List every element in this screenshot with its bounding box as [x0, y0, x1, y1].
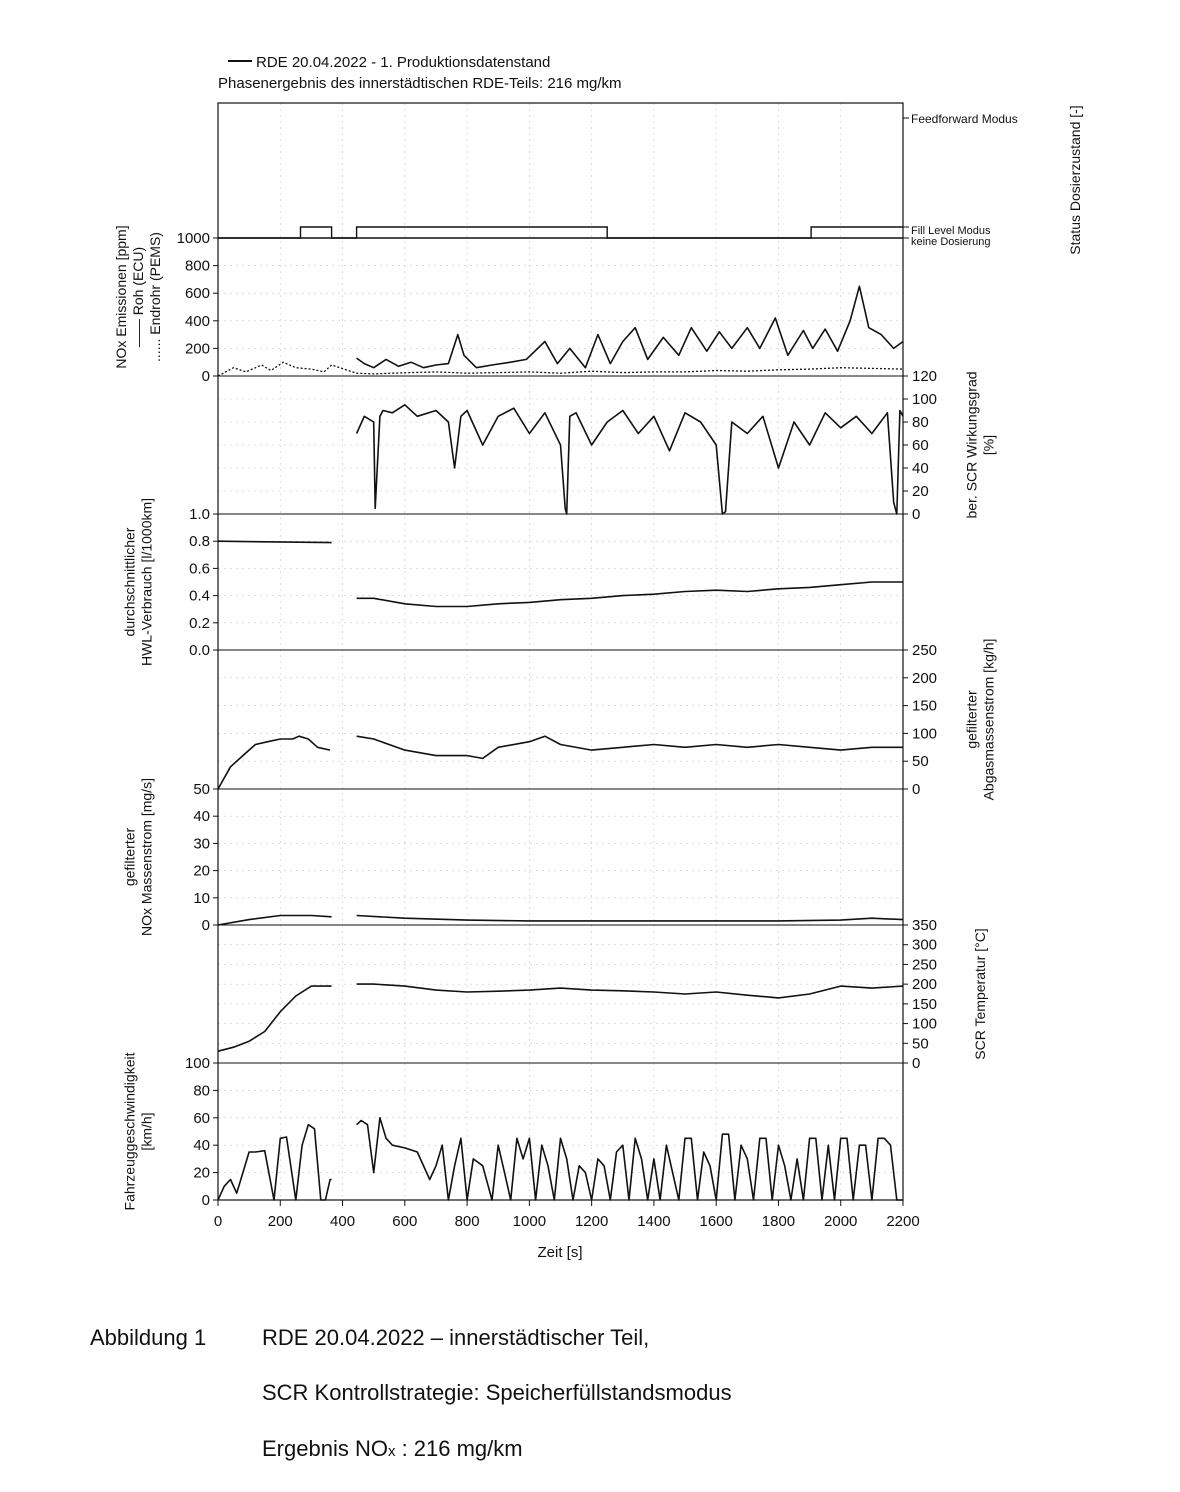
y-tick-label: 20	[193, 1164, 210, 1182]
y-tick-label: 0	[912, 506, 921, 523]
x-tick-label: 2200	[886, 1213, 920, 1230]
x-axis-label: Zeit [s]	[537, 1244, 583, 1261]
series-line-segment-b	[357, 984, 903, 998]
y-tick-label: 0	[201, 917, 210, 934]
y-tick-label: 50	[912, 1035, 929, 1053]
status-axis-label: Status Dosierzustand [-]	[1067, 105, 1083, 255]
y-tick-label: 0	[201, 368, 210, 385]
y-tick-label: 800	[184, 257, 210, 275]
y-tick-label: 1.0	[189, 506, 210, 523]
y-tick-label: 600	[184, 285, 210, 303]
y-tick-label: 80	[193, 1082, 210, 1100]
y-tick-label: 100	[912, 1015, 938, 1033]
y-axis-label-right: Abgasmassenstrom [kg/h]	[980, 638, 997, 801]
caption-line-3	[262, 1436, 523, 1462]
y-axis-label: NOx Emissionen [ppm]	[113, 225, 129, 369]
y-tick-label: 120	[912, 368, 938, 385]
y-axis-label: —— Roh (ECU)	[130, 246, 146, 348]
y-axis-label: Fahrzeuggeschwindigkeit	[121, 1052, 138, 1211]
y-axis-label-right: gefilterter	[963, 690, 980, 749]
series-line-endrohr-pems-	[218, 362, 903, 376]
series-line-segment-b	[357, 736, 903, 758]
series-line-segment-a	[218, 736, 330, 789]
y-tick-label: 0	[201, 1192, 210, 1209]
plot-frame	[218, 103, 903, 1200]
y-tick-label: 200	[184, 340, 210, 358]
y-tick-label: 250	[912, 642, 938, 659]
y-tick-label: 100	[912, 725, 938, 743]
y-tick-label: 30	[193, 835, 210, 853]
y-axis-label: HWL-Verbrauch [l/1000km]	[138, 497, 155, 667]
y-axis-label-right: ber. SCR Wirkungsgrad	[963, 371, 980, 519]
y-tick-label: 20	[912, 483, 929, 500]
y-tick-label: 60	[193, 1109, 210, 1127]
series-layer	[218, 227, 903, 1200]
y-tick-label: 0.2	[189, 614, 210, 632]
caption-label: Abbildung 1	[90, 1325, 207, 1350]
series-line-segment-b	[357, 582, 903, 607]
x-tick-label: 1800	[761, 1213, 796, 1230]
frame-layer	[213, 103, 909, 1206]
x-tick-label: 2000	[824, 1213, 858, 1230]
y-tick-label: 80	[912, 414, 929, 431]
y-axis-label-right: [%]	[980, 434, 997, 456]
x-tick-label: 200	[267, 1213, 293, 1230]
x-tick-label: 400	[330, 1213, 356, 1230]
y-tick-label: 0	[912, 1055, 921, 1072]
y-tick-label: 10	[193, 889, 210, 907]
series-line-segment-b	[357, 1118, 903, 1200]
x-tick-label: 600	[392, 1213, 418, 1230]
y-tick-label: 200	[912, 669, 938, 687]
caption-line-2: SCR Kontrollstrategie: Speicherfüllstandsmodus	[262, 1380, 732, 1405]
series-line-scr-efficiency	[357, 405, 903, 514]
y-tick-label: 40	[193, 808, 210, 826]
y-tick-label: 60	[912, 437, 929, 454]
x-tick-label: 800	[454, 1213, 480, 1230]
series-line-roh-ecu-	[357, 286, 903, 367]
y-tick-label: 0.4	[189, 587, 210, 605]
x-tick-label: 1400	[637, 1213, 671, 1230]
y-tick-label: 150	[912, 697, 938, 715]
caption-line-3-sub: x	[387, 1443, 396, 1460]
y-tick-label: 40	[193, 1137, 210, 1155]
y-tick-label: 150	[912, 995, 938, 1013]
status-level-fill-level: Fill Level Modus	[911, 225, 991, 237]
y-tick-label: 0.8	[189, 533, 210, 551]
x-tick-label: 1000	[512, 1213, 547, 1230]
y-axis-label-right: SCR Temperatur [°C]	[972, 928, 988, 1060]
status-line	[218, 227, 903, 238]
y-tick-label: 250	[912, 956, 938, 974]
y-tick-label: 50	[912, 753, 929, 771]
status-level-keine-dosierung: keine Dosierung	[911, 236, 991, 248]
x-tick-label: 0	[213, 1213, 223, 1230]
y-tick-label: 40	[912, 460, 929, 477]
series-line-segment-a	[218, 986, 332, 1051]
y-tick-label: 1000	[176, 230, 210, 247]
series-line-segment-a	[218, 916, 332, 926]
chart-subtitle: Phasenergebnis des innerstädtischen RDE-Teils: 216 mg/km	[218, 75, 622, 92]
y-tick-label: 20	[193, 862, 210, 880]
y-tick-label: 350	[912, 917, 938, 934]
caption-line-3-prefix: Ergebnis NO	[262, 1436, 388, 1461]
status-level-feedforward: Feedforward Modus	[911, 112, 1018, 126]
y-axis-label: [km/h]	[138, 1112, 155, 1151]
caption-line-3-suffix: : 216 mg/km	[395, 1436, 523, 1461]
y-tick-label: 50	[193, 781, 210, 798]
caption-line-1: RDE 20.04.2022 – innerstädtischer Teil,	[262, 1325, 650, 1350]
y-tick-label: 400	[184, 312, 210, 330]
y-tick-label: 0	[912, 781, 921, 798]
y-tick-label: 0.0	[189, 642, 210, 659]
y-tick-label: 300	[912, 936, 938, 954]
y-tick-label: 100	[912, 391, 938, 408]
x-tick-label: 1600	[699, 1213, 733, 1230]
y-axis-label: gefilterter	[121, 827, 138, 887]
y-axis-label: ...... Endrohr (PEMS)	[147, 232, 163, 362]
y-axis-label: NOx Massenstrom [mg/s]	[138, 778, 155, 936]
x-tick-label: 1200	[574, 1213, 609, 1230]
series-line-segment-b	[357, 916, 903, 921]
grid-layer	[218, 103, 903, 1200]
legend-label: RDE 20.04.2022 - 1. Produktionsdatenstand	[256, 54, 551, 71]
y-tick-label: 200	[912, 976, 938, 994]
y-tick-label: 0.6	[189, 560, 210, 578]
y-tick-label: 100	[184, 1055, 210, 1072]
series-line-segment-a	[218, 1125, 332, 1200]
y-axis-label: durchschnittlicher	[121, 527, 138, 637]
